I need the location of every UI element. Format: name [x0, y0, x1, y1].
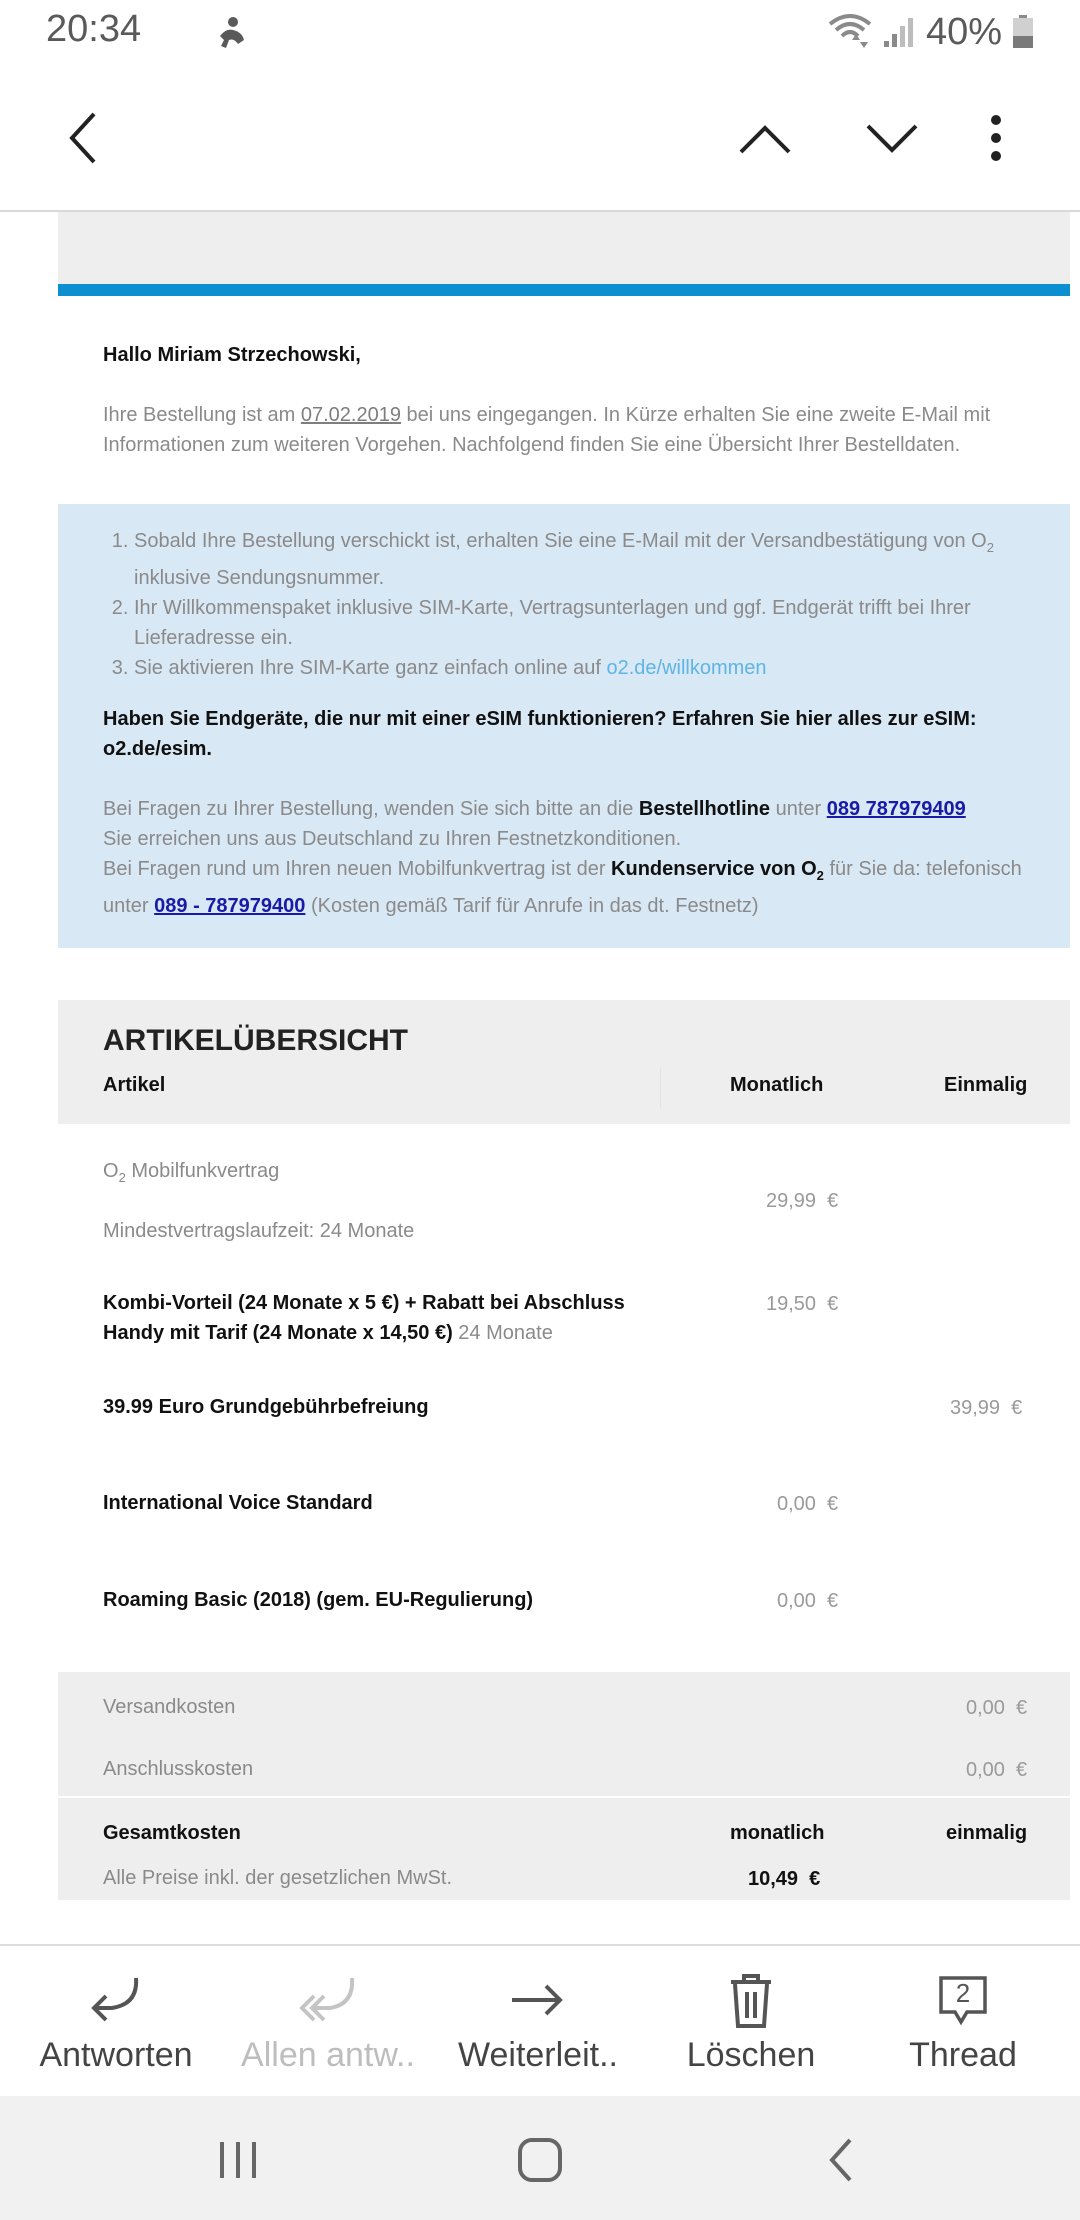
esim-notice: Haben Sie Endgeräte, die nur mit einer eSIM funktionieren? Erfahren Sie hier alles zur eSIM: o2.de/esim. [103, 708, 977, 760]
col-monthly: Monatlich [730, 1074, 824, 1096]
reply-button[interactable] [8, 1946, 224, 2096]
more-options-button[interactable] [960, 102, 1032, 174]
back-arrow-icon [64, 110, 104, 166]
wifi-icon [828, 14, 872, 50]
trash-icon [721, 1970, 781, 2030]
battery-icon [1012, 15, 1034, 49]
fee-exemption-once-price: 39,99 € [950, 1397, 1023, 1419]
back-button[interactable] [48, 102, 120, 174]
roaming-option: Roaming Basic (2018) (gem. EU-Regulierung) [103, 1589, 534, 1611]
delete-button[interactable] [643, 1946, 859, 2096]
intro-paragraph: Ihre Bestellung ist am 07.02.2019 bei uns eingegangen. In Kürze erhalten Sie eine zweite E-Mail mit Informationen zum weiteren Vorgehen. Nachfolgend finden Sie eine Übersicht Ihrer Bestelldaten. [103, 404, 991, 456]
brand-divider [58, 284, 1070, 296]
voice-monthly-price: 0,00 € [777, 1493, 839, 1515]
voice-option: International Voice Standard [103, 1492, 373, 1514]
order-date-link[interactable]: 07.02.2019 [300, 404, 401, 426]
status-time: 20:34 [46, 8, 142, 50]
status-bar [0, 0, 1080, 66]
mail-toolbar [0, 1944, 1080, 2096]
email-body[interactable] [0, 212, 1080, 1944]
steps-list [102, 526, 1054, 683]
col-article: Artikel [103, 1074, 166, 1096]
totals-section [58, 1672, 1070, 1900]
connection-label: Anschlusskosten [103, 1758, 254, 1780]
total-monthly-price: 10,49 € [748, 1868, 821, 1890]
welcome-link[interactable]: o2.de/willkommen [606, 657, 767, 679]
total-once-header: einmalig [946, 1822, 1028, 1844]
contact-info: Bei Fragen zu Ihrer Bestellung, wenden Sie sich bitte an die Bestellhotline unter 089 787979409 Sie erreichen uns aus Deutschland zu Ihren Festnetzkonditionen. Bei Fragen rund um Ihren neuen Mobilfunkvertrag ist der Kundenservice von $O_2$ für Sie da: telefonisch unter 089 - 787979400 (Kosten gemäß Tarif für Anrufe in das dt. Festnetz) [103, 798, 1022, 917]
thread-icon [933, 1970, 993, 2030]
chevron-up-icon [737, 120, 793, 156]
contract-monthly-price: 29,99 € [766, 1190, 839, 1212]
delete-label: Löschen [686, 2036, 816, 2074]
home-icon[interactable] [510, 2130, 570, 2190]
email-header-banner [58, 212, 1070, 284]
recent-apps-icon[interactable] [208, 2130, 268, 2190]
forward-button[interactable] [430, 1946, 646, 2096]
col-once: Einmalig [944, 1074, 1028, 1096]
total-monthly-header: monatlich [730, 1822, 825, 1844]
col-divider [660, 1068, 661, 1108]
notification-app-icon [212, 14, 252, 54]
step-item: 2. Ihr Willkommenspaket inklusive SIM-Karte, Vertragsunterlagen und ggf. Endgerät trifft bei Ihrer Lieferadresse ein. [134, 593, 1054, 653]
article-overview-title: ARTIKELÜBERSICHT [103, 1024, 408, 1057]
signal-icon [882, 15, 916, 49]
combo-monthly-price: 19,50 € [766, 1293, 839, 1315]
forward-icon [508, 1970, 568, 2030]
forward-label: Weiterleit.. [458, 2036, 618, 2074]
connection-once-price: 0,00 € [966, 1759, 1028, 1781]
shipping-once-price: 0,00 € [966, 1697, 1028, 1719]
thread-label: Thread [909, 2036, 1017, 2074]
shipping-label: Versandkosten [103, 1696, 236, 1718]
chevron-down-icon [864, 120, 920, 156]
previous-email-button[interactable] [729, 102, 801, 174]
contract-term: Mindestvertragslaufzeit: 24 Monate [103, 1220, 415, 1242]
more-vert-icon [988, 114, 1004, 162]
battery-percent: 40% [925, 10, 1002, 53]
thread-button[interactable] [855, 1946, 1071, 2096]
total-label: Gesamtkosten [103, 1822, 241, 1844]
fee-exemption: 39.99 Euro Grundgebührbefreiung [103, 1396, 429, 1418]
back-icon[interactable] [812, 2130, 872, 2190]
reply-all-icon [298, 1970, 358, 2030]
reply-all-label: Allen antw.. [241, 2036, 415, 2074]
email-action-bar [0, 66, 1080, 212]
roaming-monthly-price: 0,00 € [777, 1590, 839, 1612]
step-item: 3. Sie aktivieren Ihre SIM-Karte ganz einfach online auf o2.de/willkommen [134, 653, 1054, 683]
customer-service-phone-link[interactable]: 089 - 787979400 [154, 895, 306, 917]
totals-divider [58, 1796, 1070, 1798]
next-email-button[interactable] [856, 102, 928, 174]
combo-discount: Kombi-Vorteil (24 Monate x 5 €) + Rabatt bei Abschluss Handy mit Tarif (24 Monate x 14,50 €) 24 Monate [103, 1292, 625, 1344]
status-indicators [828, 10, 1034, 54]
vat-note: Alle Preise inkl. der gesetzlichen MwSt. [103, 1867, 453, 1889]
contract-name: $O_2$ Mobilfunkvertrag [103, 1160, 280, 1185]
reply-label: Antworten [39, 2036, 193, 2074]
reply-all-button[interactable] [220, 1946, 436, 2096]
info-box [58, 504, 1070, 948]
step-item: 1. Sobald Ihre Bestellung verschickt ist, erhalten Sie eine E-Mail mit der Versandbestätigung von $O_2$ inklusive Sendungsnummer. [134, 526, 1054, 593]
reply-icon [86, 1970, 146, 2030]
thread-count: 2 [955, 1978, 971, 2008]
system-nav-bar [0, 2096, 1080, 2220]
greeting: Hallo Miriam Strzechowski, [103, 344, 361, 366]
order-hotline-phone-link[interactable]: 089 787979409 [826, 798, 966, 820]
article-overview-header [58, 1000, 1070, 1124]
